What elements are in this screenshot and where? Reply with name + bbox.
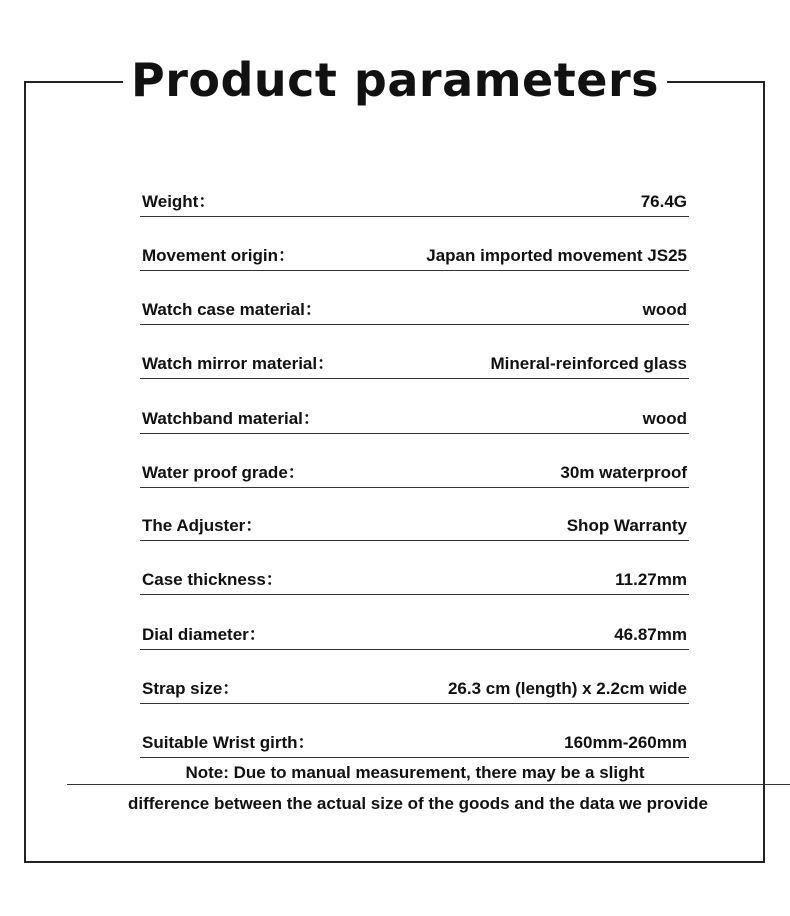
note-divider [67, 784, 790, 785]
param-label: Water proof grade： [142, 463, 305, 482]
param-row-case-thickness [140, 564, 689, 595]
param-value: 11.27mm [615, 570, 687, 589]
param-value: 46.87mm [614, 625, 687, 644]
param-row-case-material [140, 294, 689, 325]
param-label: Watch case material： [142, 300, 322, 319]
param-label: Watch mirror material： [142, 354, 335, 373]
param-row-strap-size [140, 673, 689, 704]
param-label: Strap size： [142, 679, 240, 698]
param-value: Shop Warranty [566, 516, 687, 535]
param-label: Case thickness： [142, 570, 283, 589]
param-label: Dial diameter： [142, 625, 266, 644]
param-row-weight [140, 186, 689, 217]
param-row-waterproof [140, 457, 689, 488]
title-wrap [0, 50, 790, 110]
param-label: Weight： [142, 192, 216, 211]
param-row-movement-origin [140, 240, 689, 271]
note-line-2: difference between the actual size of the goods and the data we provide [127, 794, 708, 813]
param-value: 30m waterproof [560, 463, 687, 482]
param-label: Watchband material： [142, 409, 320, 428]
param-value: wood [642, 300, 687, 319]
param-value: 76.4G [640, 192, 687, 211]
param-row-adjuster [140, 510, 689, 541]
param-row-band-material [140, 403, 689, 434]
param-value: 26.3 cm (length) x 2.2cm wide [447, 679, 687, 698]
param-label: Suitable Wrist girth： [142, 733, 315, 752]
note-line-1: Note: Due to manual measurement, there may be a slight [185, 763, 645, 782]
param-label: The Adjuster： [142, 516, 263, 535]
param-label: Movement origin： [142, 246, 296, 265]
param-row-wrist-girth [140, 727, 689, 758]
param-row-dial-diameter [140, 619, 689, 650]
param-row-mirror-material [140, 348, 689, 379]
param-value: 160mm-260mm [564, 733, 687, 752]
param-value: Japan imported movement JS25 [426, 246, 687, 265]
param-value: wood [642, 409, 687, 428]
page-title: Product parameters [123, 50, 667, 110]
param-value: Mineral-reinforced glass [490, 354, 687, 373]
